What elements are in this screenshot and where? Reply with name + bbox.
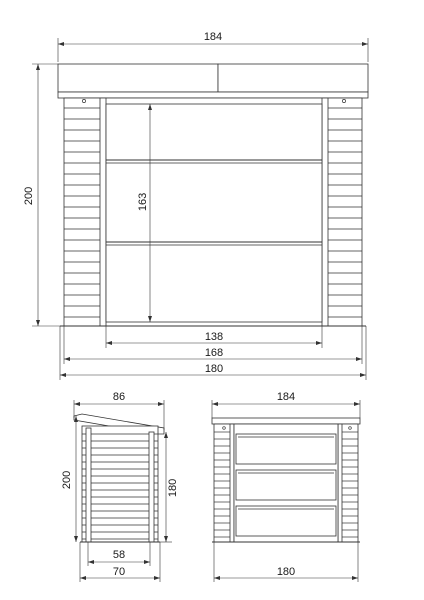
side-wall-outline <box>82 426 158 542</box>
front-left-post <box>100 98 106 326</box>
dim-side-wall-height: 180 <box>167 478 179 498</box>
back-left-post <box>230 424 234 542</box>
dim-back-width-total: 184 <box>276 391 296 403</box>
dim-front-door-height: 163 <box>137 192 149 212</box>
back-view <box>212 418 360 542</box>
dim-side-height-total: 200 <box>61 470 73 490</box>
back-roof-fascia <box>212 418 360 424</box>
dim-front-base-width: 180 <box>204 363 224 375</box>
dim-side-base-depth: 70 <box>112 566 126 578</box>
front-roof-fascia <box>58 92 368 98</box>
side-right-post <box>149 432 154 542</box>
dim-front-door-width: 138 <box>204 331 224 343</box>
dim-back-base-width: 180 <box>276 566 296 578</box>
dim-front-inner-width: 168 <box>204 347 224 359</box>
front-door-opening <box>106 104 322 322</box>
side-left-post <box>86 428 91 542</box>
front-right-post <box>322 98 328 326</box>
dim-side-inner-depth: 58 <box>112 549 126 561</box>
front-roof-left <box>58 64 218 92</box>
dim-front-width-total: 184 <box>203 31 223 43</box>
back-panel-2 <box>236 470 336 500</box>
front-view <box>58 64 368 326</box>
dim-front-height-total: 200 <box>23 186 35 206</box>
side-view <box>74 414 164 542</box>
back-panel-3 <box>236 506 336 536</box>
dim-side-roof-depth: 86 <box>112 391 126 403</box>
front-roof-right <box>218 64 368 92</box>
back-panel-1 <box>236 434 336 464</box>
back-right-post <box>338 424 342 542</box>
